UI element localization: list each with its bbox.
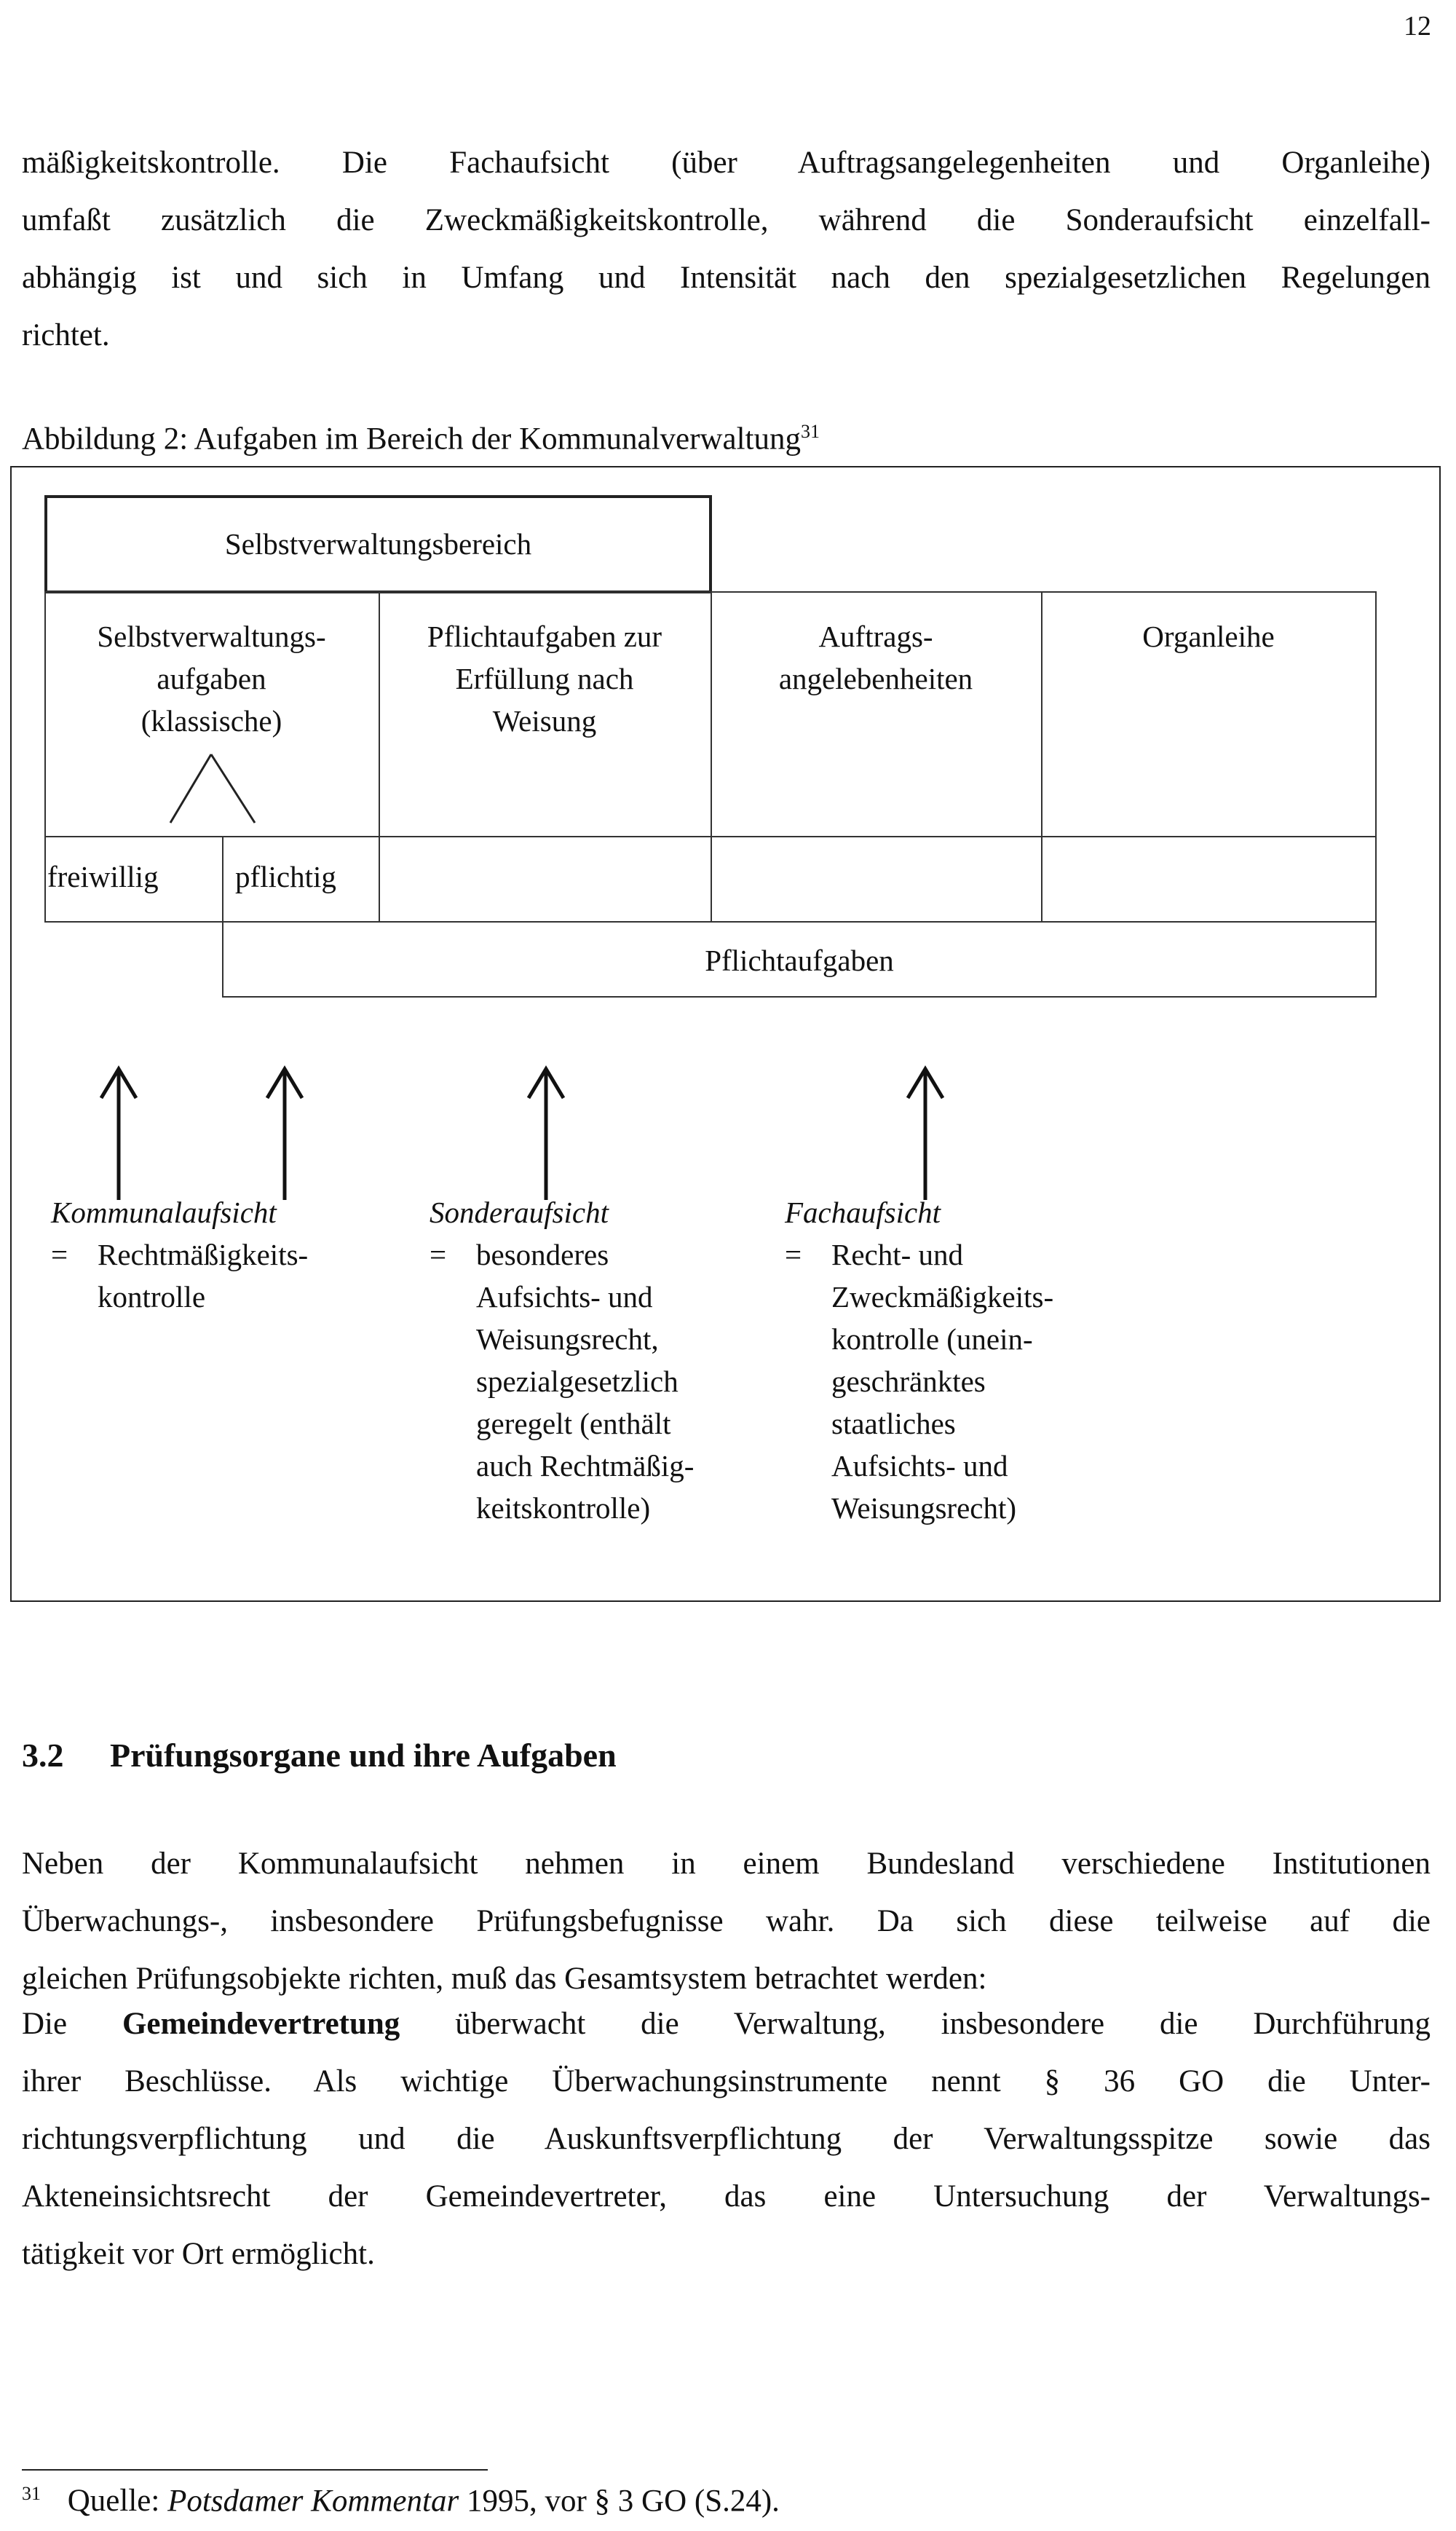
text-line: richtungsverpflichtung und die Auskunftsverpflichtung der Verwaltungsspitze sowie das [22, 2122, 1431, 2156]
column-auftragsangelegenheiten [712, 615, 1040, 700]
supervision-line: Rechtmäßigkeits- [98, 1238, 309, 1271]
column-line: angelebenheiten [778, 662, 973, 695]
supervision-line: kontrolle [98, 1280, 206, 1314]
figure-caption [22, 421, 820, 457]
text-fragment: Die [22, 2007, 68, 2041]
supervision-line: Recht- und [831, 1238, 964, 1271]
label-freiwillig: freiwillig [47, 860, 159, 893]
supervision-kommunalaufsicht [51, 1191, 393, 1318]
footnote-divider [22, 2469, 488, 2471]
self-administration-label: Selbstverwaltungsbereich [224, 527, 532, 561]
figure-caption-text: Abbildung 2: Aufgaben im Bereich der Kommunalverwaltung [22, 422, 801, 457]
paragraph-gemeindevertretung [22, 1995, 1431, 2283]
column-pflichtaufgaben-weisung [380, 615, 709, 742]
supervision-line: besonderes [476, 1238, 609, 1271]
section-title: Prüfungsorgane und ihre Aufgaben [110, 1737, 617, 1774]
footnote-rest: 1995, vor § 3 GO (S.24). [466, 2484, 780, 2519]
text-line: Überwachungs-, insbesondere Prüfungsbefugnisse wahr. Da sich diese teilweise auf die [22, 1904, 1431, 1938]
equals-sign: = [785, 1238, 802, 1271]
text-line: gleichen Prüfungsobjekte richten, muß das Gesamtsystem betrachtet werden: [22, 1962, 987, 1996]
supervision-line: keitskontrolle) [476, 1491, 651, 1525]
supervision-line: staatliches [831, 1407, 956, 1440]
text-line: mäßigkeitskontrolle. Die Fachaufsicht (über Auftragsangelegenheiten und Organleihe) [22, 146, 1431, 180]
supervision-line: Weisungsrecht, [476, 1322, 659, 1356]
column-organleihe [1042, 615, 1374, 658]
arrow-up-icon [903, 1063, 947, 1201]
text-line: Neben der Kommunalaufsicht nehmen in einem Bundesland verschiedene Institutionen [22, 1847, 1431, 1881]
column-line: Weisung [492, 704, 597, 738]
footnote-prefix: Quelle: [67, 2484, 160, 2519]
footnote-marker: 31 [22, 2483, 41, 2504]
footnote-source: Potsdamer Kommentar [167, 2484, 459, 2519]
label-pflichtig: pflichtig [235, 860, 336, 893]
supervision-line: Aufsichts- und [476, 1280, 653, 1314]
text-line: richtet. [22, 318, 110, 352]
supervision-title: Sonderaufsicht [430, 1196, 609, 1229]
column-line: Erfüllung nach [455, 662, 634, 695]
supervision-sonderaufsicht [430, 1191, 772, 1529]
supervision-line: spezialgesetzlich [476, 1365, 678, 1398]
supervision-line: geregelt (enthält [476, 1407, 671, 1440]
page-number: 12 [1404, 11, 1431, 42]
column-line: Pflichtaufgaben zur [427, 620, 662, 653]
supervision-line: auch Rechtmäßig- [476, 1449, 695, 1482]
supervision-line: kontrolle (unein- [831, 1322, 1033, 1356]
supervision-line: geschränktes [831, 1365, 986, 1398]
text-fragment: überwacht die Verwaltung, insbesondere die Durchführung [455, 2007, 1431, 2041]
section-number: 3.2 [22, 1737, 64, 1774]
text-line: ihrer Beschlüsse. Als wichtige Überwachungsinstrumente nennt § 36 GO die Unter- [22, 2064, 1431, 2098]
term-gemeindevertretung: Gemeindevertretung [122, 2007, 400, 2041]
text-line: Akteneinsichtsrecht der Gemeindevertreter, das eine Untersuchung der Verwaltungs- [22, 2179, 1431, 2214]
table-right-line [1375, 591, 1377, 998]
supervision-line: Aufsichts- und [831, 1449, 1008, 1482]
arrow-up-icon [97, 1063, 141, 1201]
supervision-title: Fachaufsicht [785, 1196, 941, 1229]
text-line: abhängig ist und sich in Umfang und Intensität nach den spezialgesetzlichen Regelungen [22, 261, 1431, 295]
supervision-fachaufsicht [785, 1191, 1149, 1529]
text-line: umfaßt zusätzlich die Zweckmäßigkeitskontrolle, während die Sonderaufsicht einzelfall- [22, 203, 1431, 237]
column-line: Auftrags- [818, 620, 933, 653]
column-line: (klassische) [141, 704, 282, 738]
footnote [22, 2483, 780, 2519]
column-selbstverwaltungsaufgaben [46, 615, 377, 742]
arrow-up-icon [263, 1063, 306, 1201]
self-administration-box [44, 495, 712, 593]
arrow-up-icon [524, 1063, 568, 1201]
supervision-title: Kommunalaufsicht [51, 1196, 277, 1229]
text-line [22, 1995, 1431, 2053]
supervision-line: Weisungsrecht) [831, 1491, 1017, 1525]
supervision-line: Zweckmäßigkeits- [831, 1280, 1054, 1314]
column-line: Organleihe [1142, 620, 1275, 653]
column-line: aufgaben [157, 662, 266, 695]
paragraph-pruefungsbefugnisse [22, 1835, 1431, 2007]
equals-sign: = [430, 1238, 447, 1271]
column-line: Selbstverwaltungs- [97, 620, 326, 653]
equals-sign: = [51, 1238, 68, 1271]
split-lines [138, 750, 284, 837]
footnote-ref: 31 [800, 421, 820, 442]
band-bottom-line [222, 996, 1377, 998]
band-pflichtaufgaben: Pflichtaufgaben [705, 944, 894, 977]
intro-paragraph [22, 134, 1431, 364]
text-line: tätigkeit vor Ort ermöglicht. [22, 2237, 375, 2271]
section-heading [22, 1736, 617, 1774]
